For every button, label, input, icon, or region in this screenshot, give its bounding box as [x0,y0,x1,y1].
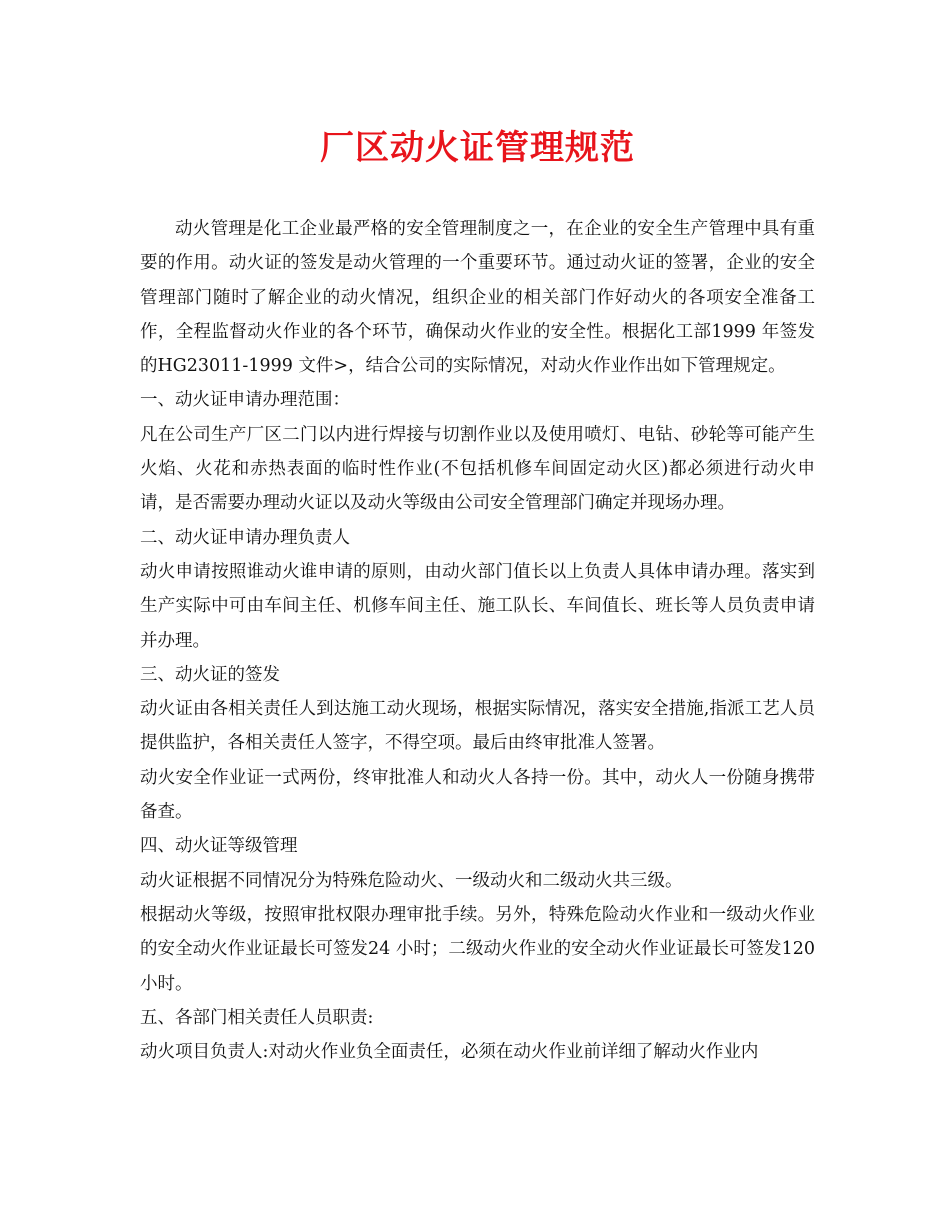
paragraph: 凡在公司生产厂区二门以内进行焊接与切割作业以及使用喷灯、电钻、砂轮等可能产生火焰、火花和赤热表面的临时性作业(不包括机修车间固定动火区)都必须进行动火申请，是否需要办理动火证以及动火等级由公司安全管理部门确定并现场办理。 [140,424,815,514]
paragraph: 四、动火证等级管理 [140,836,298,857]
document-title: 厂区动火证管理规范 [320,128,635,168]
paragraph: 动火证根据不同情况分为特殊危险动火、一级动火和二级动火共三级。 [140,870,683,891]
document-body [140,212,815,1069]
paragraph: 动火证由各相关责任人到达施工动火现场，根据实际情况，落实安全措施,指派工艺人员提供监护，各相关责任人签字，不得空项。最后由终审批准人签署。 [140,699,815,754]
paragraph: 根据动火等级，按照审批权限办理审批手续。另外，特殊危险动火作业和一级动火作业的安全动火作业证最长可签发24 小时；二级动火作业的安全动火作业证最长可签发120 小时。 [140,904,815,994]
paragraph: 动火项目负责人:对动火作业负全面责任，必须在动火作业前详细了解动火作业内 [140,1042,759,1063]
paragraph: 动火管理是化工企业最严格的安全管理制度之一，在企业的安全生产管理中具有重要的作用。动火证的签发是动火管理的一个重要环节。通过动火证的签署，企业的安全管理部门随时了解企业的动火情况，组织企业的相关部门作好动火的各项安全准备工作，全程监督动火作业的各个环节，确保动火作业的安全性。根据化工部1999 年签发的HG23011-1999 文件>，结合公司的实际情况，对动火作业作出如下管理规定。 [140,219,815,377]
paragraph: 五、各部门相关责任人员职责: [140,1007,374,1028]
paragraph: 三、动火证的签发 [140,664,280,685]
paragraph: 动火申请按照谁动火谁申请的原则，由动火部门值长以上负责人具体申请办理。落实到生产实际中可由车间主任、机修车间主任、施工队长、车间值长、班长等人员负责申请并办理。 [140,561,815,651]
paragraph: 一、动火证申请办理范围： [140,390,350,411]
paragraph: 二、动火证申请办理负责人 [140,527,350,548]
paragraph: 动火安全作业证一式两份，终审批准人和动火人各持一份。其中，动火人一份随身携带备查。 [140,767,815,823]
